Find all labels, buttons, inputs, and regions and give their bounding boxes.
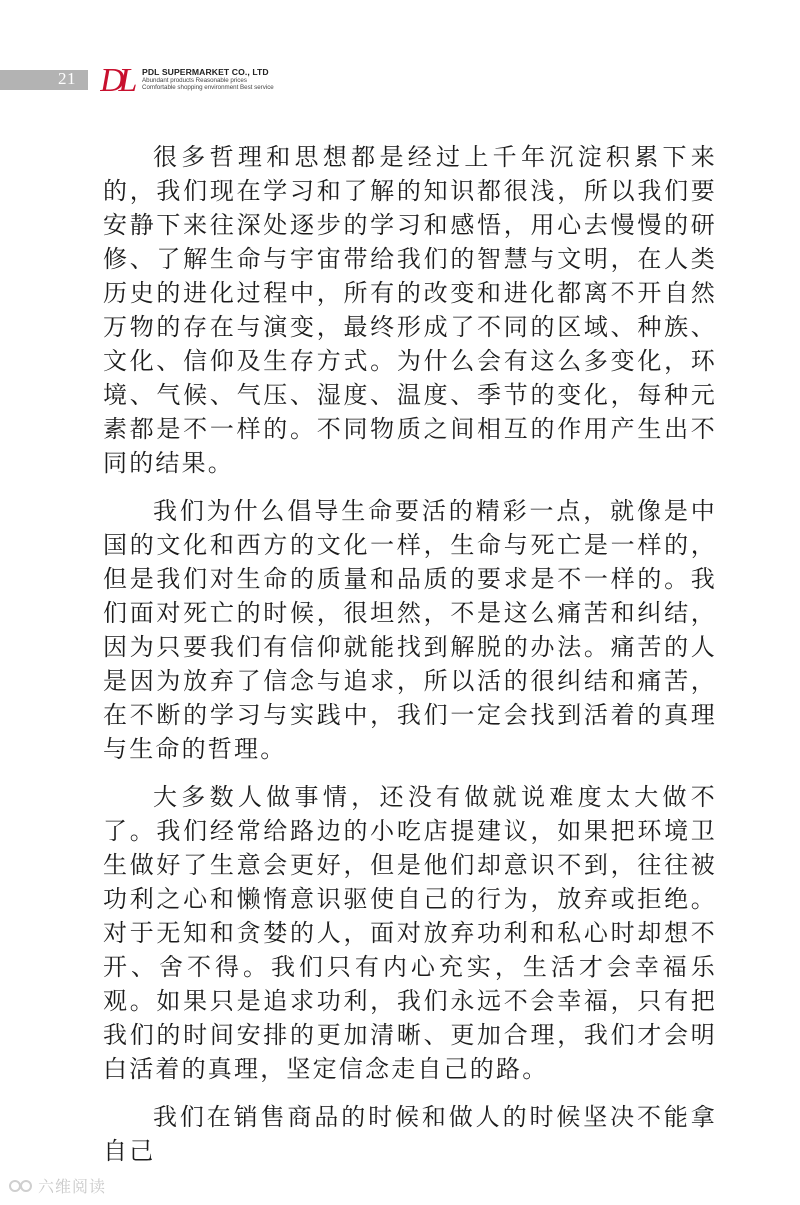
paragraph-2: 我们为什么倡导生命要活的精彩一点，就像是中国的文化和西方的文化一样，生命与死亡是一样的，但是我们对生命的质量和品质的要求是不一样的。我们面对死亡的时候，很坦然，不是这么痛苦和纠结，因为只要我们有信仰就能找到解脱的办法。痛苦的人是因为放弃了信念与追求，所以活的很纠结和痛苦，在不断的学习与实践中，我们一定会找到活着的真理与生命的哲理。 xyxy=(103,497,717,763)
page-body xyxy=(103,140,717,1168)
company-logo-text xyxy=(142,68,274,92)
slogan-line-1: Abundant products Reasonable prices xyxy=(142,76,247,84)
paragraph-4: 我们在销售商品的时候和做人的时候坚决不能拿自己 xyxy=(103,1103,717,1165)
watermark-logo-icon xyxy=(8,1176,34,1196)
watermark-text: 六维阅读 xyxy=(38,1177,107,1196)
company-logo-icon xyxy=(100,62,138,96)
paragraph-3: 大多数人做事情，还没有做就说难度太大做不了。我们经常给路边的小吃店提建议，如果把环境卫生做好了生意会更好，但是他们却意识不到，往往被功利之心和懒惰意识驱使自己的行为，放弃或拒绝。对于无知和贪婪的人，面对放弃功利和私心时却想不开、舍不得。我们只有内心充实，生活才会幸福乐观。如果只是追求功利，我们永远不会幸福，只有把我们的时间安排的更加清晰、更加合理，我们才会明白活着的真理，坚定信念走自己的路。 xyxy=(103,783,717,1083)
page-number: 21 xyxy=(58,69,76,88)
paragraph-1: 很多哲理和思想都是经过上千年沉淀积累下来的，我们现在学习和了解的知识都很浅，所以我们要安静下来往深处逐步的学习和感悟，用心去慢慢的研修、了解生命与宇宙带给我们的智慧与文明，在人类历史的进化过程中，所有的改变和进化都离不开自然万物的存在与演变，最终形成了不同的区域、种族、文化、信仰及生存方式。为什么会有这么多变化，环境、气候、气压、湿度、温度、季节的变化，每种元素都是不一样的。不同物质之间相互的作用产生出不同的结果。 xyxy=(103,143,717,477)
svg-text:DL: DL xyxy=(100,62,132,96)
slogan-line-2: Comfortable shopping environment Best service xyxy=(142,84,274,92)
watermark xyxy=(8,1174,106,1197)
company-name: PDL SUPERMARKET CO., LTD xyxy=(142,67,269,77)
